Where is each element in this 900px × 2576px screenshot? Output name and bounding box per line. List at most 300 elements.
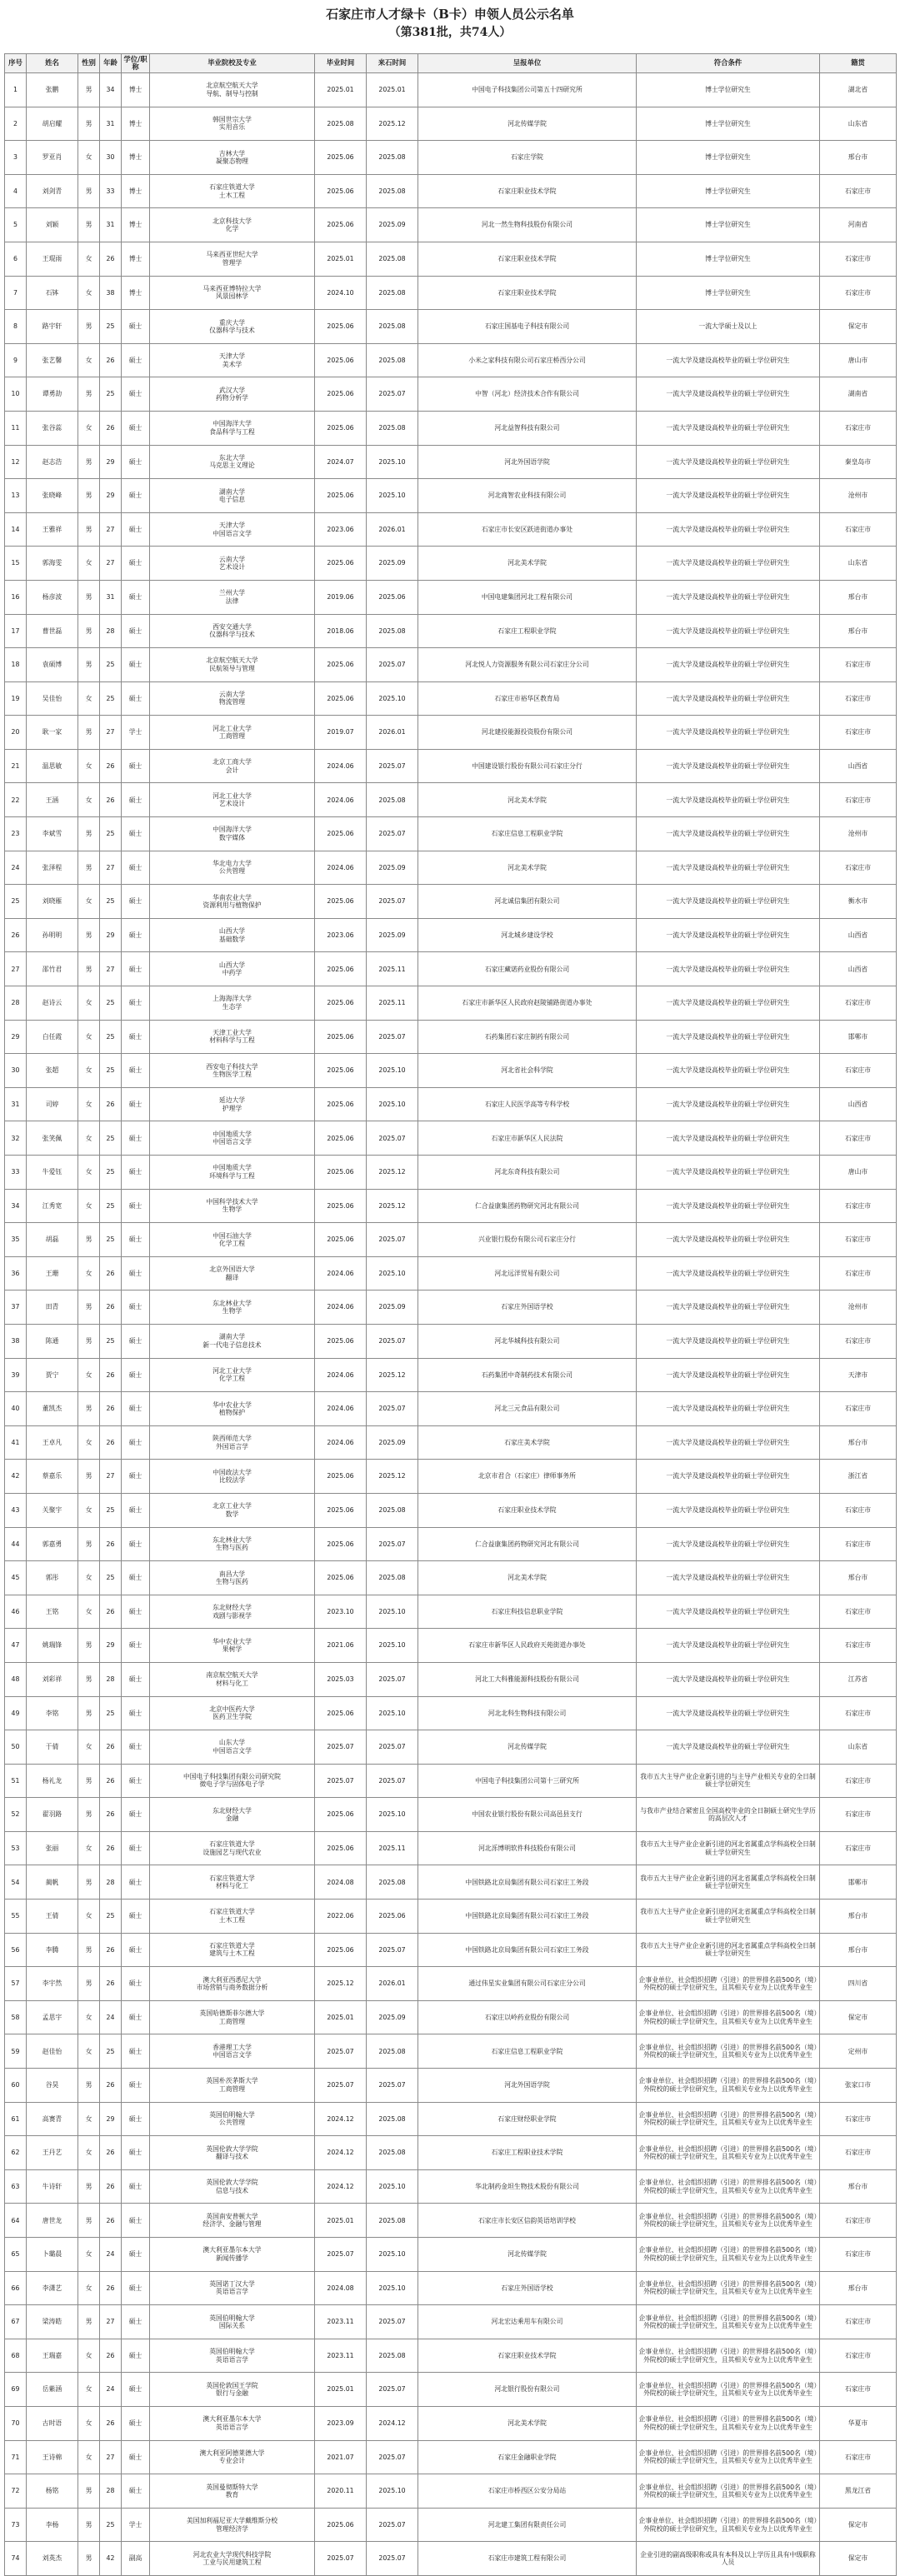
degree-cell: 硕士 (122, 1256, 150, 1290)
name-cell: 郭彤 (27, 1561, 78, 1595)
graduation-date-cell: 2025.06 (315, 1087, 367, 1121)
gender-cell: 男 (78, 174, 100, 208)
table-row (5, 1595, 897, 1629)
name-cell: 王涵 (27, 783, 78, 817)
school-major-cell: 西安电子科技大学 生物医学工程 (150, 1054, 315, 1088)
row-index: 69 (5, 2373, 27, 2407)
gender-cell: 男 (78, 952, 100, 986)
school-major-cell: 东北林业大学 生物与医药 (150, 1527, 315, 1561)
arrival-date-cell: 2025.08 (367, 242, 418, 276)
eligibility-cell: 一流大学及建设高校毕业的硕士学位研究生 (637, 1358, 820, 1392)
arrival-date-cell: 2025.08 (367, 1493, 418, 1527)
degree-cell: 硕士 (122, 479, 150, 513)
graduation-date-cell: 2025.06 (315, 411, 367, 445)
graduation-date-cell: 2019.07 (315, 716, 367, 750)
row-index: 47 (5, 1629, 27, 1663)
gender-cell: 女 (78, 2034, 100, 2069)
gender-cell: 男 (78, 2474, 100, 2509)
arrival-date-cell: 2025.08 (367, 614, 418, 648)
degree-cell: 硕士 (122, 2406, 150, 2440)
origin-cell: 保定市 (820, 310, 897, 344)
employer-cell: 石家庄市裕华区教育局 (418, 681, 637, 716)
arrival-date-cell: 2025.10 (367, 479, 418, 513)
degree-cell: 硕士 (122, 681, 150, 716)
eligibility-cell: 企事业单位、社会组织招聘（引进）的世界排名前500名（境）外院校的硕士学位研究生，且其相关专业为上以优秀毕业生 (637, 2508, 820, 2542)
name-cell: 李腾 (27, 1933, 78, 1967)
employer-cell: 中国建设银行股份有限公司石家庄分行 (418, 749, 637, 783)
name-cell: 罗亚肖 (27, 141, 78, 175)
eligibility-cell: 一流大学及建设高校毕业的硕士学位研究生 (637, 681, 820, 716)
name-cell: 张晓峰 (27, 479, 78, 513)
degree-cell: 硕士 (122, 1595, 150, 1629)
origin-cell: 山西省 (820, 1087, 897, 1121)
eligibility-cell: 一流大学及建设高校毕业的硕士学位研究生 (637, 986, 820, 1021)
school-major-cell: 马来西亚世纪大学 管理学 (150, 242, 315, 276)
table-row (5, 918, 897, 952)
row-index: 64 (5, 2204, 27, 2238)
gender-cell: 女 (78, 2406, 100, 2440)
school-major-cell: 马来西亚博特拉大学 风景园林学 (150, 276, 315, 310)
gender-cell: 女 (78, 783, 100, 817)
row-index: 20 (5, 716, 27, 750)
arrival-date-cell: 2025.10 (367, 1087, 418, 1121)
origin-cell: 衡水市 (820, 885, 897, 919)
age-cell: 27 (100, 2305, 122, 2339)
row-index: 2 (5, 107, 27, 141)
arrival-date-cell: 2025.07 (367, 2542, 418, 2576)
name-cell: 郭海雯 (27, 547, 78, 581)
graduation-date-cell: 2025.06 (315, 343, 367, 377)
degree-cell: 博士 (122, 73, 150, 107)
table-row (5, 2271, 897, 2305)
eligibility-cell: 一流大学及建设高校毕业的硕士学位研究生 (637, 411, 820, 445)
table-row (5, 749, 897, 783)
degree-cell: 硕士 (122, 411, 150, 445)
degree-cell: 硕士 (122, 2169, 150, 2204)
arrival-date-cell: 2025.10 (367, 2238, 418, 2272)
arrival-date-cell: 2025.10 (367, 2271, 418, 2305)
table-row (5, 2305, 897, 2339)
school-major-cell: 东北林业大学 生物学 (150, 1290, 315, 1325)
school-major-cell: 天津工业大学 材料科学与工程 (150, 1020, 315, 1054)
school-major-cell: 美国加利福尼亚大学戴维斯分校 管理经济学 (150, 2508, 315, 2542)
gender-cell: 女 (78, 1831, 100, 1865)
table-row (5, 1460, 897, 1494)
arrival-date-cell: 2025.08 (367, 141, 418, 175)
name-cell: 邵竹君 (27, 952, 78, 986)
table-row (5, 1561, 897, 1595)
employer-cell: 河北东奇科技有限公司 (418, 1156, 637, 1190)
origin-cell: 山东省 (820, 107, 897, 141)
degree-cell: 硕士 (122, 1358, 150, 1392)
arrival-date-cell: 2025.08 (367, 310, 418, 344)
age-cell: 38 (100, 276, 122, 310)
age-cell: 26 (100, 2204, 122, 2238)
school-major-cell: 北京工商大学 会计 (150, 749, 315, 783)
age-cell: 27 (100, 1460, 122, 1494)
table-row (5, 2339, 897, 2373)
origin-cell: 邢台市 (820, 2169, 897, 2204)
origin-cell: 沧州市 (820, 817, 897, 851)
graduation-date-cell: 2025.06 (315, 885, 367, 919)
table-row (5, 1087, 897, 1121)
origin-cell: 石家庄市 (820, 1392, 897, 1426)
school-major-cell: 兰州大学 法律 (150, 580, 315, 614)
graduation-date-cell: 2022.06 (315, 1900, 367, 1934)
arrival-date-cell: 2026.01 (367, 512, 418, 547)
eligibility-cell: 一流大学及建设高校毕业的硕士学位研究生 (637, 580, 820, 614)
age-cell: 26 (100, 1595, 122, 1629)
school-major-cell: 英国伯明翰大学 公共管理 (150, 2102, 315, 2136)
table-row (5, 547, 897, 581)
table-row (5, 2102, 897, 2136)
graduation-date-cell: 2024.06 (315, 1392, 367, 1426)
column-header: 毕业院校及专业 (150, 54, 315, 73)
name-cell: 谷昊 (27, 2069, 78, 2103)
table-row (5, 2542, 897, 2576)
row-index: 25 (5, 885, 27, 919)
graduation-date-cell: 2025.06 (315, 648, 367, 682)
eligibility-cell: 一流大学及建设高校毕业的硕士学位研究生 (637, 851, 820, 885)
graduation-date-cell: 2025.07 (315, 2238, 367, 2272)
eligibility-cell: 一流大学及建设高校毕业的硕士学位研究生 (637, 614, 820, 648)
graduation-date-cell: 2025.06 (315, 377, 367, 412)
row-index: 9 (5, 343, 27, 377)
school-major-cell: 南京航空航天大学 材料与化工 (150, 1662, 315, 1696)
gender-cell: 男 (78, 1527, 100, 1561)
name-cell: 蔺帆 (27, 1865, 78, 1900)
table-row (5, 2000, 897, 2034)
gender-cell: 女 (78, 2440, 100, 2474)
employer-cell: 河北美术学院 (418, 1561, 637, 1595)
degree-cell: 硕士 (122, 1425, 150, 1460)
school-major-cell: 英国伯明翰大学 英语语言学 (150, 2339, 315, 2373)
row-index: 62 (5, 2136, 27, 2170)
graduation-date-cell: 2025.01 (315, 2000, 367, 2034)
graduation-date-cell: 2025.07 (315, 2034, 367, 2069)
origin-cell: 石家庄市 (820, 2102, 897, 2136)
degree-cell: 硕士 (122, 2373, 150, 2407)
arrival-date-cell: 2025.10 (367, 2169, 418, 2204)
origin-cell: 山西省 (820, 952, 897, 986)
eligibility-cell: 企事业单位、社会组织招聘（引进）的世界排名前500名（境）外院校的硕士学位研究生，且其相关专业为上以优秀毕业生 (637, 2305, 820, 2339)
graduation-date-cell: 2025.06 (315, 1493, 367, 1527)
graduation-date-cell: 2025.06 (315, 1020, 367, 1054)
row-index: 11 (5, 411, 27, 445)
gender-cell: 女 (78, 2339, 100, 2373)
age-cell: 25 (100, 2034, 122, 2069)
origin-cell: 黑龙江省 (820, 2474, 897, 2509)
degree-cell: 硕士 (122, 377, 150, 412)
age-cell: 25 (100, 1156, 122, 1190)
table-row (5, 2238, 897, 2272)
eligibility-cell: 企事业单位、社会组织招聘（引进）的世界排名前500名（境）外院校的硕士学位研究生，且其相关专业为上以优秀毕业生 (637, 2339, 820, 2373)
graduation-date-cell: 2024.06 (315, 1290, 367, 1325)
table-row (5, 1290, 897, 1325)
age-cell: 33 (100, 174, 122, 208)
origin-cell: 邢台市 (820, 2271, 897, 2305)
graduation-date-cell: 2025.01 (315, 242, 367, 276)
age-cell: 26 (100, 2406, 122, 2440)
name-cell: 袁硕博 (27, 648, 78, 682)
employer-cell: 中国铁路北京局集团有限公司石家庄工务段 (418, 1933, 637, 1967)
name-cell: 刘剑青 (27, 174, 78, 208)
table-row (5, 1527, 897, 1561)
employer-cell: 石家庄国基电子科技有限公司 (418, 310, 637, 344)
row-index: 60 (5, 2069, 27, 2103)
degree-cell: 硕士 (122, 1223, 150, 1257)
arrival-date-cell: 2025.07 (367, 1933, 418, 1967)
school-major-cell: 河北工业大学 化学工程 (150, 1358, 315, 1392)
column-header: 呈报单位 (418, 54, 637, 73)
employer-cell: 河北美术学院 (418, 2406, 637, 2440)
graduation-date-cell: 2025.06 (315, 1696, 367, 1730)
degree-cell: 硕士 (122, 1865, 150, 1900)
table-row (5, 1121, 897, 1156)
origin-cell: 邢台市 (820, 1900, 897, 1934)
table-row (5, 1358, 897, 1392)
school-major-cell: 河北工业大学 艺术设计 (150, 783, 315, 817)
arrival-date-cell: 2025.07 (367, 1764, 418, 1798)
eligibility-cell: 企事业单位、社会组织招聘（引进）的世界排名前500名（境）外院校的硕士学位研究生，且其相关专业为上以优秀毕业生 (637, 2069, 820, 2103)
arrival-date-cell: 2025.11 (367, 1831, 418, 1865)
eligibility-cell: 一流大学及建设高校毕业的硕士学位研究生 (637, 716, 820, 750)
origin-cell: 石家庄市 (820, 851, 897, 885)
origin-cell: 四川省 (820, 1967, 897, 2001)
table-row (5, 2440, 897, 2474)
degree-cell: 硕士 (122, 986, 150, 1021)
age-cell: 25 (100, 2508, 122, 2542)
graduation-date-cell: 2025.06 (315, 141, 367, 175)
eligibility-cell: 一流大学及建设高校毕业的硕士学位研究生 (637, 1392, 820, 1426)
school-major-cell: 山西大学 基础数学 (150, 918, 315, 952)
graduation-date-cell: 2025.06 (315, 1324, 367, 1358)
eligibility-cell: 一流大学及建设高校毕业的硕士学位研究生 (637, 479, 820, 513)
graduation-date-cell: 2025.06 (315, 547, 367, 581)
column-header: 毕业时间 (315, 54, 367, 73)
school-major-cell: 北京工业大学 数学 (150, 1493, 315, 1527)
name-cell: 杨礼龙 (27, 1764, 78, 1798)
arrival-date-cell: 2025.07 (367, 749, 418, 783)
employer-cell: 石家庄职业技术学院 (418, 1493, 637, 1527)
arrival-date-cell: 2025.07 (367, 885, 418, 919)
row-index: 55 (5, 1900, 27, 1934)
school-major-cell: 云南大学 艺术设计 (150, 547, 315, 581)
gender-cell: 男 (78, 445, 100, 479)
degree-cell: 硕士 (122, 2102, 150, 2136)
graduation-date-cell: 2025.06 (315, 479, 367, 513)
gender-cell: 女 (78, 2373, 100, 2407)
name-cell: 岳紫涵 (27, 2373, 78, 2407)
age-cell: 29 (100, 445, 122, 479)
gender-cell: 女 (78, 2238, 100, 2272)
eligibility-cell: 一流大学及建设高校毕业的硕士学位研究生 (637, 377, 820, 412)
school-major-cell: 澳大利亚墨尔本大学 新闻传播学 (150, 2238, 315, 2272)
name-cell: 胡启耀 (27, 107, 78, 141)
origin-cell: 石家庄市 (820, 242, 897, 276)
employer-cell: 河北美术学院 (418, 547, 637, 581)
row-index: 14 (5, 512, 27, 547)
age-cell: 25 (100, 885, 122, 919)
age-cell: 26 (100, 783, 122, 817)
arrival-date-cell: 2025.07 (367, 1324, 418, 1358)
row-index: 30 (5, 1054, 27, 1088)
graduation-date-cell: 2025.06 (315, 1223, 367, 1257)
table-row (5, 1493, 897, 1527)
school-major-cell: 英国伦敦国王学院 银行与金融 (150, 2373, 315, 2407)
row-index: 71 (5, 2440, 27, 2474)
employer-cell: 仁合益康集团药物研究河北有限公司 (418, 1527, 637, 1561)
row-index: 24 (5, 851, 27, 885)
origin-cell: 石家庄市 (820, 1831, 897, 1865)
gender-cell: 男 (78, 580, 100, 614)
origin-cell: 石家庄市 (820, 681, 897, 716)
row-index: 74 (5, 2542, 27, 2576)
degree-cell: 硕士 (122, 1392, 150, 1426)
school-major-cell: 东北财经大学 戏剧与影视学 (150, 1595, 315, 1629)
name-cell: 耿一家 (27, 716, 78, 750)
origin-cell: 石家庄市 (820, 1121, 897, 1156)
employer-cell: 石家庄市长安区信韵英语培训学校 (418, 2204, 637, 2238)
row-index: 4 (5, 174, 27, 208)
age-cell: 28 (100, 1662, 122, 1696)
row-index: 36 (5, 1256, 27, 1290)
table-row (5, 614, 897, 648)
origin-cell: 石家庄市 (820, 2136, 897, 2170)
eligibility-cell: 企事业单位、社会组织招聘（引进）的世界排名前500名（境）外院校的硕士学位研究生，且其相关专业为上以优秀毕业生 (637, 2204, 820, 2238)
eligibility-cell: 一流大学硕士及以上 (637, 310, 820, 344)
origin-cell: 邢台市 (820, 614, 897, 648)
arrival-date-cell: 2025.09 (367, 1425, 418, 1460)
employer-cell: 石家庄学院 (418, 141, 637, 175)
origin-cell: 石家庄市 (820, 1223, 897, 1257)
age-cell: 25 (100, 1561, 122, 1595)
eligibility-cell: 博士学位研究生 (637, 208, 820, 242)
school-major-cell: 英国伯明翰大学 国际关系 (150, 2305, 315, 2339)
eligibility-cell: 我市五大主导产业企业新引进的河北省属重点学科高校全日制硕士学位研究生 (637, 1933, 820, 1967)
gender-cell: 女 (78, 1595, 100, 1629)
school-major-cell: 中国海洋大学 数字媒体 (150, 817, 315, 851)
age-cell: 27 (100, 2440, 122, 2474)
arrival-date-cell: 2025.07 (367, 2508, 418, 2542)
eligibility-cell: 与我市产业结合紧密且全国高校毕业的全日制硕士研究生学历的高层次人才 (637, 1798, 820, 1832)
origin-cell: 石家庄市 (820, 1493, 897, 1527)
age-cell: 25 (100, 1054, 122, 1088)
arrival-date-cell: 2026.01 (367, 716, 418, 750)
origin-cell: 山西省 (820, 918, 897, 952)
row-index: 40 (5, 1392, 27, 1426)
title-block (0, 0, 900, 53)
eligibility-cell: 企事业单位、社会组织招聘（引进）的世界排名前500名（境）外院校的硕士学位研究生，且其相关专业为上以优秀毕业生 (637, 2271, 820, 2305)
eligibility-cell: 我市五大主导产业企业新引进的与主导产业相关专业的全日制硕士学位研究生 (637, 1764, 820, 1798)
column-header: 来石时间 (367, 54, 418, 73)
degree-cell: 硕士 (122, 2339, 150, 2373)
degree-cell: 硕士 (122, 1764, 150, 1798)
name-cell: 胡磊 (27, 1223, 78, 1257)
gender-cell: 女 (78, 2136, 100, 2170)
age-cell: 25 (100, 1223, 122, 1257)
age-cell: 25 (100, 648, 122, 682)
gender-cell: 女 (78, 749, 100, 783)
employer-cell: 石家庄市长安区跃进街道办事处 (418, 512, 637, 547)
school-major-cell: 山东大学 中国语言文学 (150, 1730, 315, 1765)
degree-cell: 博士 (122, 276, 150, 310)
origin-cell: 石家庄市 (820, 512, 897, 547)
origin-cell: 张家口市 (820, 2069, 897, 2103)
age-cell: 25 (100, 681, 122, 716)
row-index: 17 (5, 614, 27, 648)
degree-cell: 硕士 (122, 343, 150, 377)
table-row (5, 208, 897, 242)
graduation-date-cell: 2025.01 (315, 2373, 367, 2407)
table-row (5, 1662, 897, 1696)
name-cell: 孟思宇 (27, 2000, 78, 2034)
origin-cell: 保定市 (820, 2508, 897, 2542)
employer-cell: 石家庄市新华区人民政府天苑街道办事处 (418, 1629, 637, 1663)
gender-cell: 男 (78, 2069, 100, 2103)
arrival-date-cell: 2025.10 (367, 1798, 418, 1832)
name-cell: 牛诗轩 (27, 2169, 78, 2204)
school-major-cell: 武汉大学 药物分析学 (150, 377, 315, 412)
origin-cell: 邢台市 (820, 580, 897, 614)
origin-cell: 邢台市 (820, 1425, 897, 1460)
age-cell: 26 (100, 1831, 122, 1865)
arrival-date-cell: 2025.12 (367, 1460, 418, 1494)
gender-cell: 男 (78, 2169, 100, 2204)
eligibility-cell: 企事业单位、社会组织招聘（引进）的世界排名前500名（境）外院校的硕士学位研究生，且其相关专业为上以优秀毕业生 (637, 1967, 820, 2001)
degree-cell: 硕士 (122, 2136, 150, 2170)
school-major-cell: 中国科学技术大学 生物学 (150, 1189, 315, 1223)
gender-cell: 男 (78, 1662, 100, 1696)
name-cell: 王琨雨 (27, 242, 78, 276)
name-cell: 李宇然 (27, 1967, 78, 2001)
graduation-date-cell: 2025.06 (315, 986, 367, 1021)
graduation-date-cell: 2023.11 (315, 2305, 367, 2339)
arrival-date-cell: 2025.08 (367, 276, 418, 310)
age-cell: 26 (100, 1730, 122, 1765)
school-major-cell: 山西大学 中药学 (150, 952, 315, 986)
employer-cell: 石家庄市建筑工程有限公司 (418, 2542, 637, 2576)
employer-cell: 石家庄信息工程职业学院 (418, 817, 637, 851)
graduation-date-cell: 2024.06 (315, 1358, 367, 1392)
degree-cell: 硕士 (122, 1561, 150, 1595)
degree-cell: 硕士 (122, 1967, 150, 2001)
arrival-date-cell: 2025.11 (367, 952, 418, 986)
eligibility-cell: 一流大学及建设高校毕业的硕士学位研究生 (637, 547, 820, 581)
eligibility-cell: 一流大学及建设高校毕业的硕士学位研究生 (637, 445, 820, 479)
gender-cell: 男 (78, 1290, 100, 1325)
origin-cell: 石家庄市 (820, 1189, 897, 1223)
employer-cell: 河北三元食品有限公司 (418, 1392, 637, 1426)
name-cell: 张鹏 (27, 73, 78, 107)
eligibility-cell: 一流大学及建设高校毕业的硕士学位研究生 (637, 1425, 820, 1460)
origin-cell: 石家庄市 (820, 276, 897, 310)
eligibility-cell: 一流大学及建设高校毕业的硕士学位研究生 (637, 1527, 820, 1561)
graduation-date-cell: 2025.07 (315, 2542, 367, 2576)
origin-cell: 邢台市 (820, 1561, 897, 1595)
employer-cell: 河北诚信集团有限公司 (418, 885, 637, 919)
age-cell: 26 (100, 1392, 122, 1426)
arrival-date-cell: 2025.07 (367, 1020, 418, 1054)
table-row (5, 1256, 897, 1290)
employer-cell: 河北外国语学院 (418, 2069, 637, 2103)
gender-cell: 女 (78, 2102, 100, 2136)
school-major-cell: 澳大利亚西悉尼大学 市场营销与商务数据分析 (150, 1967, 315, 2001)
graduation-date-cell: 2025.06 (315, 1933, 367, 1967)
gender-cell: 女 (78, 986, 100, 1021)
table-row (5, 1392, 897, 1426)
degree-cell: 硕士 (122, 817, 150, 851)
